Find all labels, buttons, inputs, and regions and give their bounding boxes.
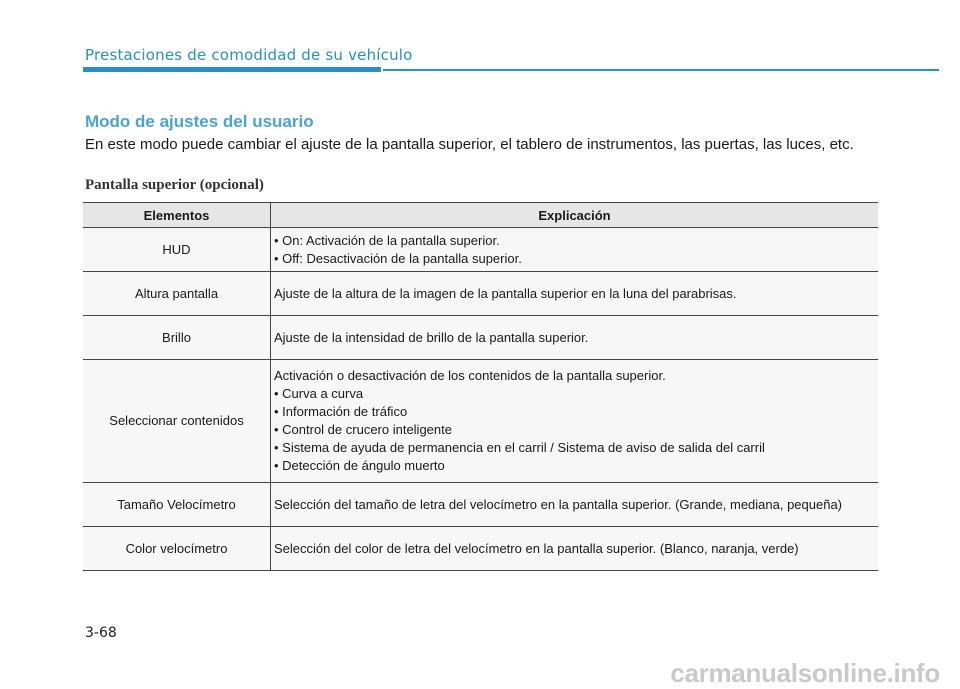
header-rule-thick [83, 67, 381, 72]
explanation-line: • Curva a curva [274, 386, 364, 401]
row-explanation [271, 483, 879, 527]
row-item: Seleccionar contenidos [83, 360, 271, 483]
settings-table [83, 202, 878, 571]
row-explanation [271, 228, 879, 272]
table-row [83, 483, 878, 527]
row-explanation [271, 272, 879, 316]
explanation-line: • Off: Desactivación de la pantalla superior. [274, 250, 522, 266]
explanation-line: Ajuste de la intensidad de brillo de la pantalla superior. [274, 329, 589, 345]
explanation-line: Selección del color de letra del velocímetro en la pantalla superior. (Blanco, naranja, verde) [274, 540, 799, 556]
explanation-line: • Sistema de ayuda de permanencia en el carril / Sistema de aviso de salida del carril [274, 440, 765, 455]
section-header: Prestaciones de comodidad de su vehículo [85, 46, 413, 64]
page-title: Modo de ajustes del usuario [85, 112, 314, 131]
sub-heading: Pantalla superior (opcional) [85, 177, 264, 193]
row-item: Tamaño Velocímetro [83, 483, 271, 527]
row-explanation [271, 527, 879, 571]
row-explanation [271, 316, 879, 360]
row-item: Brillo [83, 316, 271, 360]
row-item: Color velocímetro [83, 527, 271, 571]
explanation-line: • Control de crucero inteligente [274, 422, 452, 437]
table-row [83, 360, 878, 483]
page-number: 3-68 [85, 625, 117, 641]
row-explanation [271, 360, 879, 483]
explanation-line: Selección del tamaño de letra del velocímetro en la pantalla superior. (Grande, mediana, pequeña) [274, 496, 843, 512]
explanation-line: • On: Activación de la pantalla superior. [274, 232, 500, 248]
explanation-line: Ajuste de la altura de la imagen de la pantalla superior en la luna del parabrisas. [274, 285, 737, 301]
table-row [83, 228, 878, 272]
row-item: HUD [83, 228, 271, 272]
table-row [83, 527, 878, 571]
explanation-line: • Detección de ángulo muerto [274, 458, 445, 473]
explanation-line: Activación o desactivación de los contenidos de la pantalla superior. [274, 368, 666, 383]
watermark: carmanualsonline.info [670, 658, 940, 688]
row-item: Altura pantalla [83, 272, 271, 316]
column-header-explanation: Explicación [271, 203, 879, 228]
column-header-elements: Elementos [83, 203, 271, 228]
table-row [83, 316, 878, 360]
explanation-line: • Información de tráfico [274, 404, 408, 419]
table-header-row [83, 203, 878, 228]
header-rule-thin [383, 69, 939, 71]
intro-paragraph: En este modo puede cambiar el ajuste de la pantalla superior, el tablero de instrumentos, las puertas, las luces, etc. [85, 136, 854, 153]
table-row [83, 272, 878, 316]
